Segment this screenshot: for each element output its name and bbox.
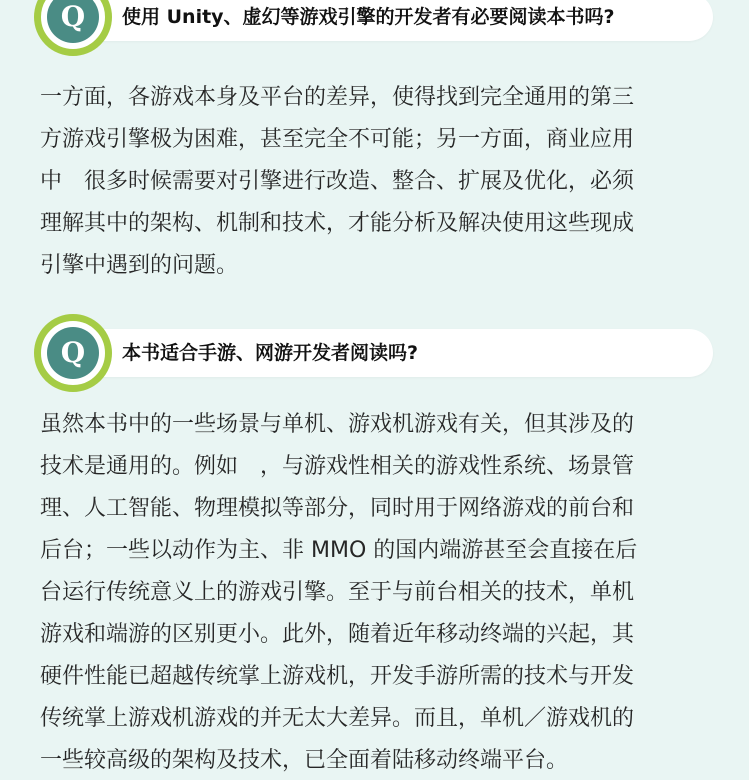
answer-2 <box>40 404 700 780</box>
question-text: 使用 Unity、虚幻等游戏引擎的开发者有必要阅读本书吗? <box>122 6 615 28</box>
answer-line: 一些较高级的架构及技术，已全面着陆移动终端平台。 <box>40 748 569 773</box>
answer-line: 方游戏引擎极为困难，甚至完全不可能；另一方面，商业应用 <box>40 127 635 152</box>
question-text: 本书适合手游、网游开发者阅读吗? <box>122 342 419 364</box>
q-badge-letter: Q <box>60 336 86 369</box>
q-badge-icon <box>34 0 112 56</box>
answer-line: 理、人工智能、物理模拟等部分，同时用于网络游戏的前台和 <box>40 496 635 521</box>
answer-line: 台运行传统意义上的游戏引擎。至于与前台相关的技术，单机 <box>40 580 635 605</box>
q-badge-icon <box>34 314 112 392</box>
answer-line: 中 很多时候需要对引擎进行改造、整合、扩展及优化，必须 <box>40 169 635 194</box>
answer-line: 技术是通用的。例如 ，与游戏性相关的游戏性系统、场景管 <box>40 454 635 479</box>
question-1 <box>30 0 713 56</box>
answer-1 <box>40 77 700 287</box>
q-badge-letter: Q <box>60 0 86 33</box>
q-badge-inner <box>47 327 99 379</box>
answer-line: 传统掌上游戏机游戏的并无太大差异。而且，单机／游戏机的 <box>40 706 635 731</box>
answer-line: 游戏和端游的区别更小。此外，随着近年移动终端的兴起，其 <box>40 622 635 647</box>
answer-line: 一方面，各游戏本身及平台的差异，使得找到完全通用的第三 <box>40 85 635 110</box>
q-badge-inner <box>47 0 99 43</box>
answer-line: 后台；一些以动作为主、非 MMO 的国内端游甚至会直接在后 <box>40 538 638 563</box>
answer-line: 理解其中的架构、机制和技术，才能分析及解决使用这些现成 <box>40 211 635 236</box>
answer-line: 引擎中遇到的问题。 <box>40 253 239 278</box>
question-2 <box>30 314 713 392</box>
answer-line: 虽然本书中的一些场景与单机、游戏机游戏有关，但其涉及的 <box>40 412 635 437</box>
answer-line: 硬件性能已超越传统掌上游戏机，开发手游所需的技术与开发 <box>40 664 635 689</box>
